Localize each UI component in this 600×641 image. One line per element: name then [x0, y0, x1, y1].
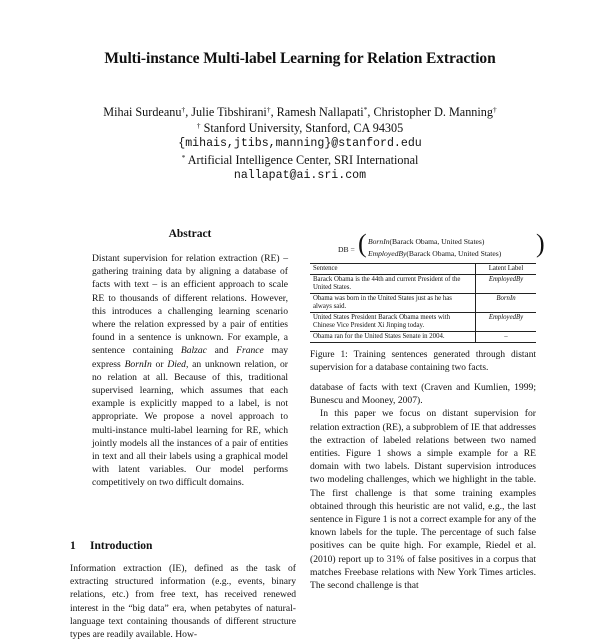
right-column-body	[310, 381, 536, 592]
abstract-text: may express	[92, 345, 288, 370]
relation-args: (Barack Obama, United States)	[389, 237, 485, 246]
affiliation-mark: †	[266, 105, 271, 114]
abstract-text: or	[151, 358, 168, 370]
sentence-cell: United States President Barack Obama meets with Chinese Vice President Xi Jinping today.	[310, 313, 476, 332]
affiliation-mark: *	[363, 105, 368, 114]
db-fact-2	[368, 249, 501, 258]
section-heading-introduction	[70, 540, 310, 552]
abstract-text: Distant supervision for relation extraction (RE) – gathering training data by aligning a database of facts with text – is an efficient approach to scale RE to thousands of different relations. However, this introduces a challenging learning scenario where the relation expressed by a pair of entities found in a sentence is unknown. For example, a sentence containing	[92, 253, 288, 357]
abstract-text: and	[206, 345, 237, 357]
separator: ,	[185, 105, 192, 119]
label-cell: EmployedBy	[476, 313, 537, 332]
paper-title: Multi-instance Multi-label Learning for Relation Extraction	[104, 50, 496, 67]
table-row	[310, 332, 536, 343]
affiliation-text: Stanford University, Stanford, CA 94305	[203, 121, 404, 135]
figure-1-table	[310, 263, 536, 343]
table-header-row	[310, 264, 536, 275]
author-block	[0, 104, 600, 184]
paragraph: In this paper we focus on distant supervision for relation extraction (RE), a subproblem of IE that addresses the extraction of labeled relations between two named entities. Figure 1 shows a simple example for a RE domain with two labels. Distant supervision introduces two modeling challenges, which we highlight in the table. The first challenge is that some training examples obtained through this heuristic are not valid, e.g., the last sentence in Figure 1 is not a correct example for any of the known labels for the tuple. The percentage of such false positives can be quite high. For example, Riedel et al. (2010) report up to 31% of false positives in a corpus that matches Freebase relations with New York Times articles. The second challenge is that	[310, 408, 536, 592]
introduction-body: Information extraction (IE), defined as the task of extracting structured information (e.g., events, binary relations, etc.) from free text, has received renewed interest in the “big data” era, when petabytes of natural-language text containing thousands of different structure types are readily available. How-	[70, 563, 296, 641]
affiliation-1	[0, 120, 600, 136]
abstract-heading: Abstract	[168, 228, 212, 240]
entity-name: France	[236, 345, 264, 357]
author-name: Mihai Surdeanu	[103, 105, 182, 119]
label-cell: –	[476, 332, 537, 343]
label-cell: EmployedBy	[476, 275, 537, 294]
right-paren: )	[536, 229, 545, 258]
table-row	[310, 313, 536, 332]
author-name: Ramesh Nallapati	[276, 105, 364, 119]
paragraph: database of facts with text (Craven and Kumlien, 1999; Bunescu and Mooney, 2007).	[310, 382, 536, 407]
db-fact-1	[368, 237, 484, 246]
section-title: Introduction	[90, 540, 153, 552]
abstract-body	[92, 252, 288, 490]
relation-name: BornIn	[124, 358, 152, 370]
db-label: DB =	[338, 245, 355, 254]
sentence-cell: Barack Obama is the 44th and current President of the United States.	[310, 275, 476, 294]
affiliation-mark: †	[181, 105, 186, 114]
entity-name: Balzac	[180, 345, 207, 357]
database-definition	[338, 229, 558, 265]
abstract-text: , an unknown relation, or no relation at all. Because of this, traditional supervised learning, which assumes that each example is explicitly mapped to a label, is not appropriate. We propose a novel approach to multi-instance multi-label learning for RE, which jointly models all the instances of a pair of entities in text and all their labels using a graphical model with latent variables. Our model performs competitively on two difficult domains.	[92, 358, 288, 489]
affiliation-mark: †	[196, 121, 201, 130]
left-paren: (	[358, 229, 367, 258]
table-row	[310, 275, 536, 294]
sentence-cell: Obama ran for the United States Senate in 2004.	[310, 332, 476, 343]
column-header-label: Latent Label	[476, 264, 537, 275]
relation-name: Died	[167, 358, 186, 370]
email-2: nallapat@ai.sri.com	[233, 169, 367, 182]
relation-args: (Barack Obama, United States)	[406, 249, 502, 258]
relation-name: EmployedBy	[368, 249, 407, 258]
separator: ,	[270, 105, 277, 119]
separator: ,	[367, 105, 374, 119]
author-name: Christopher D. Manning	[373, 105, 493, 119]
label-cell: BornIn	[476, 294, 537, 313]
author-name: Julie Tibshirani	[191, 105, 267, 119]
column-header-sentence: Sentence	[310, 264, 476, 275]
affiliation-mark: †	[492, 105, 497, 114]
table-row	[310, 294, 536, 313]
author-names	[0, 104, 600, 120]
relation-name: BornIn	[368, 237, 390, 246]
affiliation-mark: *	[181, 153, 186, 162]
sentence-cell: Obama was born in the United States just as he has always said.	[310, 294, 476, 313]
affiliation-2	[0, 152, 600, 168]
affiliation-text: Artificial Intelligence Center, SRI International	[187, 153, 419, 167]
email-1: {mihais,jtibs,manning}@stanford.edu	[178, 137, 422, 150]
figure-1-caption: Figure 1: Training sentences generated through distant supervision for a database containing two facts.	[310, 350, 536, 373]
section-number: 1	[70, 540, 76, 552]
